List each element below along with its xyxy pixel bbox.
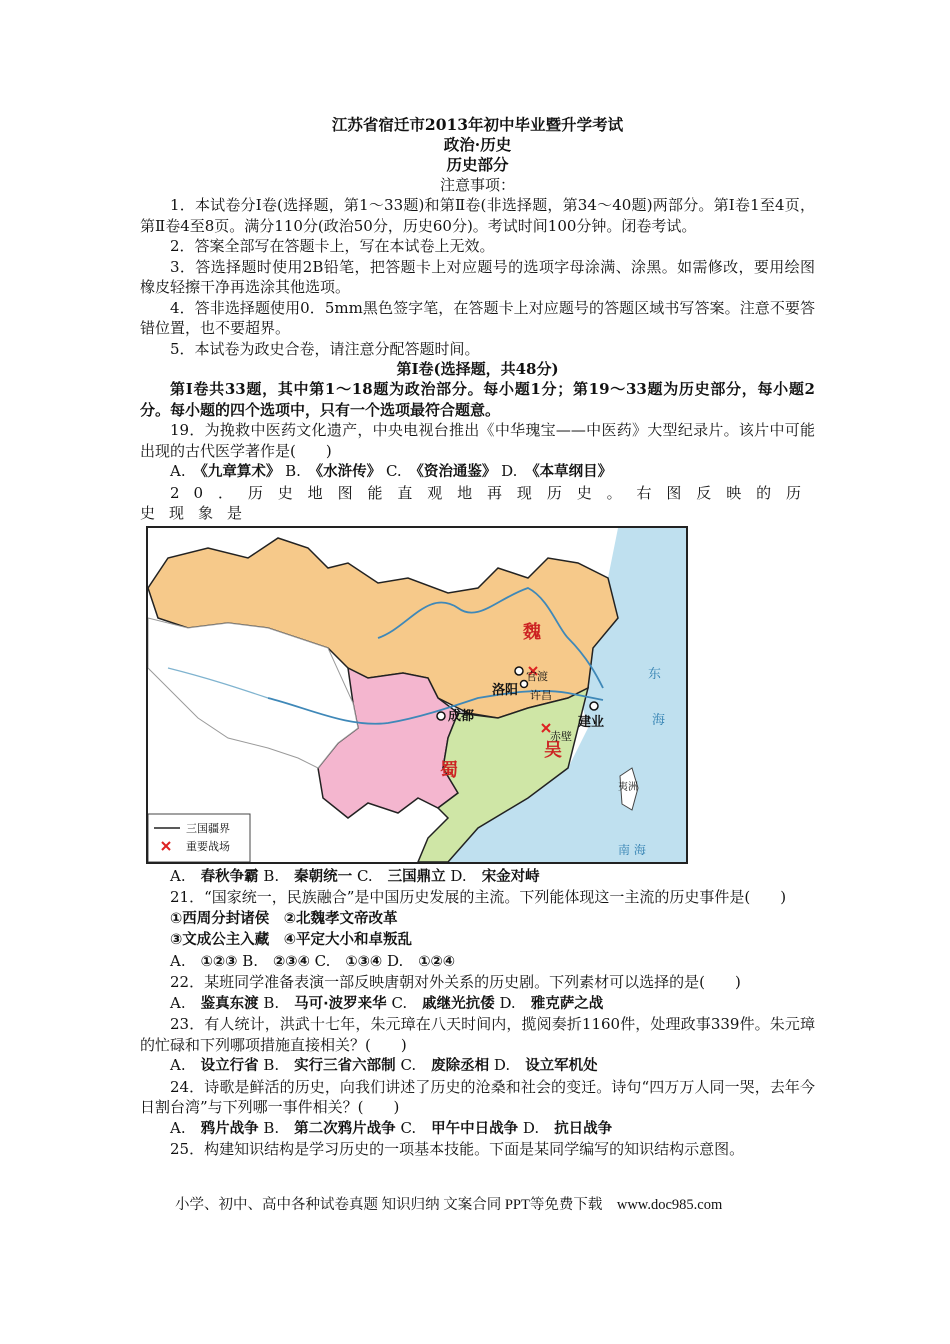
question-21-stem: 21．“国家统一，民族融合”是中国历史发展的主流。下列能体现这一主流的历史事件是( ) bbox=[170, 888, 787, 906]
q19-option-c: 《资治通鉴》 bbox=[416, 464, 497, 480]
exam-subject: 政治·历史 bbox=[443, 135, 512, 154]
exam-part: 历史部分 bbox=[446, 155, 509, 174]
note-4: 4．答非选择题使用0．5mm黑色签字笔，在答题卡上对应题号的答题区域书写答案。注意不要答错位置，也不要超界。 bbox=[140, 298, 815, 337]
guandu-marker bbox=[515, 667, 523, 675]
q21-option-d: ①②④ bbox=[418, 953, 456, 970]
label-chibi: 赤壁 bbox=[550, 729, 572, 743]
q22-option-b: 马可·波罗来华 bbox=[294, 995, 387, 1012]
jianye-marker bbox=[590, 702, 598, 710]
question-23-options: A. 设立行省 B. 实行三省六部制 C. 废除丞相 D. 设立军机处 bbox=[170, 1056, 598, 1074]
q23-option-a: 设立行省 bbox=[200, 1058, 259, 1074]
question-22-options: A. 鉴真东渡 B. 马可·波罗来华 C. 戚继光抗倭 D. 雅克萨之战 bbox=[170, 993, 604, 1012]
label-luoyang: 洛阳 bbox=[492, 682, 519, 698]
question-24-options: A. 鸦片战争 B. 第二次鸦片战争 C. 甲午中日战争 D. 抗日战争 bbox=[170, 1118, 613, 1137]
note-2: 2．答案全部写在答题卡上，写在本试卷上无效。 bbox=[170, 237, 495, 255]
question-21-options: A. ①②③ B. ②③④ C. ①③④ D. ①②④ bbox=[170, 951, 456, 970]
q22-option-c: 戚继光抗倭 bbox=[422, 995, 495, 1012]
question-19-options: A. 《九章算术》 B. 《水浒传》 C. 《资治通鉴》 D. 《本草纲目》 bbox=[170, 462, 613, 480]
label-chengdu: 成都 bbox=[448, 708, 475, 724]
q23-option-d: 设立军机处 bbox=[525, 1058, 598, 1074]
q20-option-c: 三国鼎立 bbox=[387, 868, 446, 885]
notes-title: 注意事项： bbox=[439, 176, 515, 194]
section-title: 第Ⅰ卷(选择题，共48分) bbox=[396, 360, 559, 378]
q24-option-c: 甲午中日战争 bbox=[431, 1120, 519, 1137]
note-3: 3．答选择题时使用2B铅笔，把答题卡上对应题号的选项字母涂满、涂黑。如需修改，要用绘图橡皮轻擦干净再选涂其他选项。 bbox=[140, 257, 815, 296]
label-guandu: 官渡 bbox=[526, 669, 548, 683]
page-footer[interactable]: 小学、初中、高中各种试卷真题 知识归纳 文案合同 PPT等免费下载 www.doc985.com bbox=[175, 1197, 723, 1213]
q20-option-a: 春秋争霸 bbox=[200, 868, 259, 885]
label-jianye: 建业 bbox=[578, 714, 605, 730]
label-wu: 吴 bbox=[544, 739, 562, 761]
question-20-options: A. 春秋争霸 B. 秦朝统一 C. 三国鼎立 D. 宋金对峙 bbox=[170, 866, 540, 885]
label-yizhou: 夷洲 bbox=[618, 781, 638, 793]
question-22-stem: 22．某班同学准备表演一部反映唐朝对外关系的历史剧。下列素材可以选择的是( ) bbox=[170, 973, 741, 991]
label-shu: 蜀 bbox=[440, 759, 458, 781]
label-xuchang: 许昌 bbox=[530, 688, 552, 702]
q21-item-line-2: ③文成公主入藏 ④平定大小和卓叛乱 bbox=[170, 932, 413, 948]
label-south-sea: 南 海 bbox=[618, 842, 646, 857]
chengdu-marker bbox=[437, 712, 445, 720]
q24-option-d: 抗日战争 bbox=[554, 1120, 613, 1137]
question-24-stem: 24．诗歌是鲜活的历史，向我们讲述了历史的沧桑和社会的变迁。诗句“四万万人同一哭，去年今日割台湾”与下列哪一事件相关？( ) bbox=[140, 1077, 815, 1116]
section-instruction: 第Ⅰ卷共33题，其中第1～18题为政治部分。每小题1分；第19～33题为历史部分，每小题2分。每小题的四个选项中，只有一个选项最符合题意。 bbox=[140, 380, 815, 419]
exam-title: 江苏省宿迁市2013年初中毕业暨升学考试 bbox=[331, 115, 624, 134]
q19-option-a: 《九章算术》 bbox=[200, 464, 281, 480]
q22-option-a: 鉴真东渡 bbox=[200, 995, 259, 1012]
q20-option-d: 宋金对峙 bbox=[481, 868, 540, 885]
q23-option-b: 实行三省六部制 bbox=[294, 1058, 396, 1074]
question-19-stem: 19．为挽救中医药文化遗产，中央电视台推出《中华瑰宝——中医药》大型纪录片。该片中可能出现的古代医学著作是( ) bbox=[140, 421, 815, 460]
q19-option-b: 《水浒传》 bbox=[315, 464, 382, 480]
q20-option-b: 秦朝统一 bbox=[294, 868, 353, 885]
legend-border-label: 三国疆界 bbox=[186, 821, 230, 835]
q21-option-c: ①③④ bbox=[345, 953, 383, 970]
q21-option-a: ①②③ bbox=[200, 953, 238, 970]
note-1: 1．本试卷分Ⅰ卷(选择题，第1～33题)和第Ⅱ卷(非选择题，第34～40题)两部分。第Ⅰ卷1至4页，第Ⅱ卷4至8页。满分110分(政治50分，历史60分)。考试时间100分钟。闭卷考试。 bbox=[140, 196, 815, 235]
q24-option-a: 鸦片战争 bbox=[200, 1120, 259, 1137]
note-5: 5．本试卷为政史合卷，请注意分配答题时间。 bbox=[170, 339, 480, 358]
q19-option-d: 《本草纲目》 bbox=[532, 464, 613, 480]
legend-battle-label: 重要战场 bbox=[186, 839, 230, 853]
q21-item-line-1: ①西周分封诸侯 ②北魏孝文帝改革 bbox=[170, 910, 398, 927]
label-sea: 海 bbox=[652, 712, 666, 728]
three-kingdoms-map bbox=[146, 526, 688, 864]
map-svg bbox=[148, 528, 686, 862]
question-23-stem: 23．有人统计，洪武十七年，朱元璋在八天时间内，揽阅奏折1160件，处理政事339件。朱元璋的忙碌和下列哪项措施直接相关？( ) bbox=[140, 1015, 815, 1054]
q24-option-b: 第二次鸦片战争 bbox=[294, 1120, 396, 1137]
q23-option-c: 废除丞相 bbox=[431, 1058, 490, 1074]
label-wei: 魏 bbox=[523, 621, 541, 643]
exam-page bbox=[140, 115, 815, 1160]
q21-option-b: ②③④ bbox=[273, 953, 310, 970]
question-25-stem: 25．构建知识结构是学习历史的一项基本技能。下面是某同学编写的知识结构示意图。 bbox=[170, 1140, 745, 1158]
question-20-stem: 20．历史地图能直观地再现历史。右图反映的历史现象是 bbox=[140, 483, 815, 522]
q22-option-d: 雅克萨之战 bbox=[530, 995, 604, 1012]
label-east: 东 bbox=[648, 666, 662, 682]
